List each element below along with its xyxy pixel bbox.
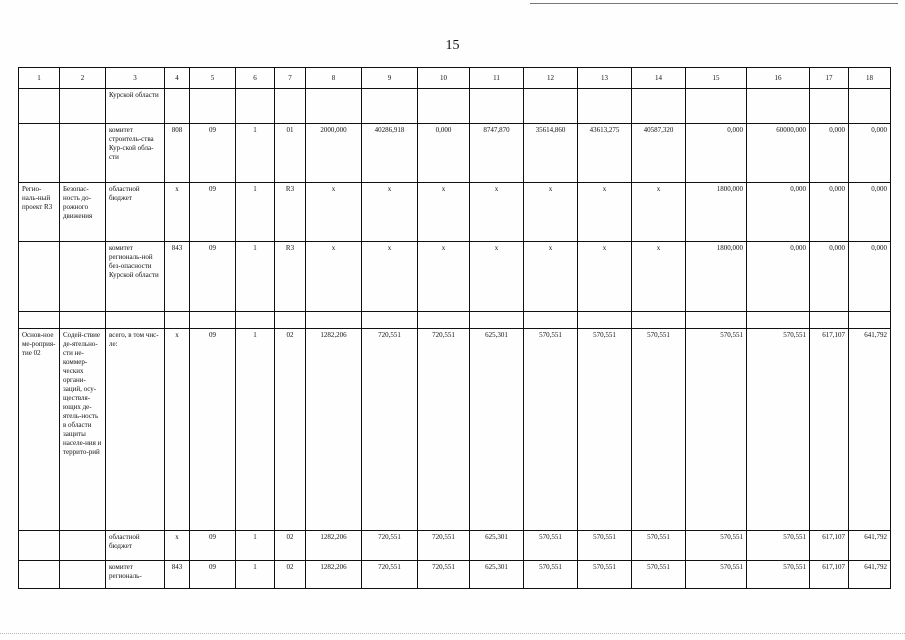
- table-cell: Безопас-ность до-рожного движения: [60, 183, 106, 242]
- column-header: 17: [810, 68, 849, 89]
- column-header: 16: [747, 68, 810, 89]
- table-cell: x: [165, 329, 190, 531]
- table-cell: [236, 89, 275, 124]
- table-cell: 0,000: [810, 242, 849, 312]
- table-cell: 0,000: [849, 124, 891, 183]
- table-row: [19, 531, 891, 561]
- column-header: 4: [165, 68, 190, 89]
- table-cell: 843: [165, 561, 190, 589]
- table-cell: x: [578, 183, 632, 242]
- table-cell: [60, 531, 106, 561]
- table-cell: 570,551: [524, 561, 578, 589]
- table-cell: [275, 312, 306, 329]
- table-cell: 720,551: [418, 531, 470, 561]
- table-cell: [362, 89, 418, 124]
- table-cell: Содей-ствие де-ятельно-сти не-коммер-ческих органи-заций, осу-ществля-ющих де-ятель-ность в области защиты населе-ния и террито-рий: [60, 329, 106, 531]
- table-cell: 570,551: [686, 329, 747, 531]
- table-row: [19, 329, 891, 531]
- column-number-row: [19, 68, 891, 89]
- table-cell: 1: [236, 329, 275, 531]
- column-header: 5: [190, 68, 236, 89]
- table-cell: 570,551: [747, 531, 810, 561]
- table-cell: [165, 312, 190, 329]
- table-cell: 1: [236, 124, 275, 183]
- table-cell: 43613,275: [578, 124, 632, 183]
- table-cell: 1282,206: [306, 531, 362, 561]
- table-cell: R3: [275, 242, 306, 312]
- table-cell: [849, 312, 891, 329]
- table-cell: 1282,206: [306, 329, 362, 531]
- table-cell: [470, 312, 524, 329]
- table-cell: [190, 312, 236, 329]
- table-cell: 1800,000: [686, 183, 747, 242]
- table-cell: 2000,000: [306, 124, 362, 183]
- table-cell: 40587,320: [632, 124, 686, 183]
- table-cell: [165, 89, 190, 124]
- table-cell: x: [632, 242, 686, 312]
- budget-table: [18, 67, 891, 589]
- table-cell: x: [632, 183, 686, 242]
- table-cell: [418, 312, 470, 329]
- table-cell: [275, 89, 306, 124]
- table-cell: 570,551: [578, 329, 632, 531]
- table-cell: комитет региональ-ной без-опасности Курской области: [106, 242, 165, 312]
- table-cell: [60, 124, 106, 183]
- table-cell: 0,000: [810, 183, 849, 242]
- table-cell: [849, 89, 891, 124]
- table-row: [19, 561, 891, 589]
- table-row: [19, 242, 891, 312]
- table-cell: [362, 312, 418, 329]
- table-cell: Регио-наль-ный проект R3: [19, 183, 60, 242]
- scan-edge: [0, 633, 905, 635]
- table-cell: [524, 312, 578, 329]
- table-cell: [60, 89, 106, 124]
- table-cell: 40286,918: [362, 124, 418, 183]
- table-row: [19, 183, 891, 242]
- table-cell: [810, 312, 849, 329]
- table-cell: 570,551: [524, 329, 578, 531]
- table-cell: 570,551: [632, 329, 686, 531]
- table-cell: [19, 561, 60, 589]
- table-cell: 0,000: [849, 183, 891, 242]
- table-cell: [632, 89, 686, 124]
- table-cell: [686, 89, 747, 124]
- table-cell: 720,551: [418, 561, 470, 589]
- table-cell: [19, 89, 60, 124]
- table-cell: 570,551: [524, 531, 578, 561]
- table-cell: 0,000: [747, 242, 810, 312]
- column-header: 12: [524, 68, 578, 89]
- table-cell: 570,551: [632, 531, 686, 561]
- table-cell: всего, в том чис-ле:: [106, 329, 165, 531]
- table-cell: 720,551: [362, 561, 418, 589]
- table-cell: x: [362, 183, 418, 242]
- table-cell: [60, 561, 106, 589]
- table-cell: 625,301: [470, 561, 524, 589]
- table-cell: 09: [190, 329, 236, 531]
- table-cell: [190, 89, 236, 124]
- table-cell: 0,000: [849, 242, 891, 312]
- table-cell: [19, 124, 60, 183]
- table-cell: 641,792: [849, 329, 891, 531]
- table-cell: x: [524, 242, 578, 312]
- table-cell: 625,301: [470, 329, 524, 531]
- table-cell: [236, 312, 275, 329]
- table-cell: 8747,870: [470, 124, 524, 183]
- table-cell: 1: [236, 561, 275, 589]
- table-cell: 1: [236, 242, 275, 312]
- table-cell: областной бюджет: [106, 183, 165, 242]
- column-header: 8: [306, 68, 362, 89]
- table-cell: 1: [236, 531, 275, 561]
- table-cell: [418, 89, 470, 124]
- table-cell: [747, 312, 810, 329]
- table-cell: [106, 312, 165, 329]
- table-cell: 570,551: [632, 561, 686, 589]
- table-cell: 720,551: [418, 329, 470, 531]
- table-cell: [60, 312, 106, 329]
- column-header: 6: [236, 68, 275, 89]
- table-cell: 570,551: [747, 561, 810, 589]
- table-cell: 625,301: [470, 531, 524, 561]
- table-cell: 720,551: [362, 329, 418, 531]
- column-header: 11: [470, 68, 524, 89]
- column-header: 2: [60, 68, 106, 89]
- table-cell: 617,107: [810, 561, 849, 589]
- table-cell: Основ-ное ме-роприя-тие 02: [19, 329, 60, 531]
- table-cell: [306, 89, 362, 124]
- table-row: [19, 89, 891, 124]
- table-cell: x: [362, 242, 418, 312]
- table-cell: комитет строитель-ства Кур-ской обла-сти: [106, 124, 165, 183]
- table-cell: 60000,000: [747, 124, 810, 183]
- table-cell: 02: [275, 329, 306, 531]
- table-cell: x: [165, 183, 190, 242]
- table-cell: 01: [275, 124, 306, 183]
- table-cell: 02: [275, 561, 306, 589]
- table-cell: [19, 312, 60, 329]
- table-cell: 570,551: [686, 561, 747, 589]
- table-cell: [470, 89, 524, 124]
- column-header: 15: [686, 68, 747, 89]
- table-cell: x: [165, 531, 190, 561]
- table-cell: 617,107: [810, 329, 849, 531]
- table-cell: 570,551: [686, 531, 747, 561]
- column-header: 14: [632, 68, 686, 89]
- table-cell: [306, 312, 362, 329]
- column-header: 9: [362, 68, 418, 89]
- table-cell: 0,000: [747, 183, 810, 242]
- table-cell: 0,000: [810, 124, 849, 183]
- page-number: 15: [445, 38, 460, 53]
- table-cell: 02: [275, 531, 306, 561]
- table-cell: 09: [190, 242, 236, 312]
- table-cell: 1800,000: [686, 242, 747, 312]
- table-cell: 09: [190, 124, 236, 183]
- table-cell: 0,000: [686, 124, 747, 183]
- table-cell: [632, 312, 686, 329]
- table-cell: [578, 89, 632, 124]
- table-cell: x: [524, 183, 578, 242]
- table-cell: [810, 89, 849, 124]
- table-row: [19, 312, 891, 329]
- table-cell: [19, 531, 60, 561]
- table-cell: 570,551: [747, 329, 810, 531]
- table-cell: 720,551: [362, 531, 418, 561]
- table-cell: [60, 242, 106, 312]
- table-body: [19, 89, 891, 589]
- table-cell: 35614,860: [524, 124, 578, 183]
- table-cell: 641,792: [849, 531, 891, 561]
- table-cell: [578, 312, 632, 329]
- table-cell: областной бюджет: [106, 531, 165, 561]
- table-cell: R3: [275, 183, 306, 242]
- table-cell: [747, 89, 810, 124]
- table-cell: x: [470, 183, 524, 242]
- table-cell: 570,551: [578, 531, 632, 561]
- column-header: 1: [19, 68, 60, 89]
- table-cell: 09: [190, 183, 236, 242]
- column-header: 18: [849, 68, 891, 89]
- table-cell: x: [418, 183, 470, 242]
- table-cell: [686, 312, 747, 329]
- top-rule: [530, 3, 898, 4]
- table-cell: комитет региональ-: [106, 561, 165, 589]
- column-header: 7: [275, 68, 306, 89]
- table-cell: [524, 89, 578, 124]
- column-header: 13: [578, 68, 632, 89]
- table-cell: 1282,206: [306, 561, 362, 589]
- table-cell: x: [578, 242, 632, 312]
- table-cell: Курской области: [106, 89, 165, 124]
- table-cell: x: [470, 242, 524, 312]
- table-cell: 808: [165, 124, 190, 183]
- table-cell: [19, 242, 60, 312]
- table-cell: 09: [190, 561, 236, 589]
- table-row: [19, 124, 891, 183]
- table-cell: 0,000: [418, 124, 470, 183]
- column-header: 3: [106, 68, 165, 89]
- column-header: 10: [418, 68, 470, 89]
- table-cell: 843: [165, 242, 190, 312]
- table-cell: 617,107: [810, 531, 849, 561]
- table-cell: 09: [190, 531, 236, 561]
- table-cell: 1: [236, 183, 275, 242]
- table-cell: x: [306, 242, 362, 312]
- table-cell: x: [418, 242, 470, 312]
- table-cell: x: [306, 183, 362, 242]
- table-cell: 570,551: [578, 561, 632, 589]
- table-cell: 641,792: [849, 561, 891, 589]
